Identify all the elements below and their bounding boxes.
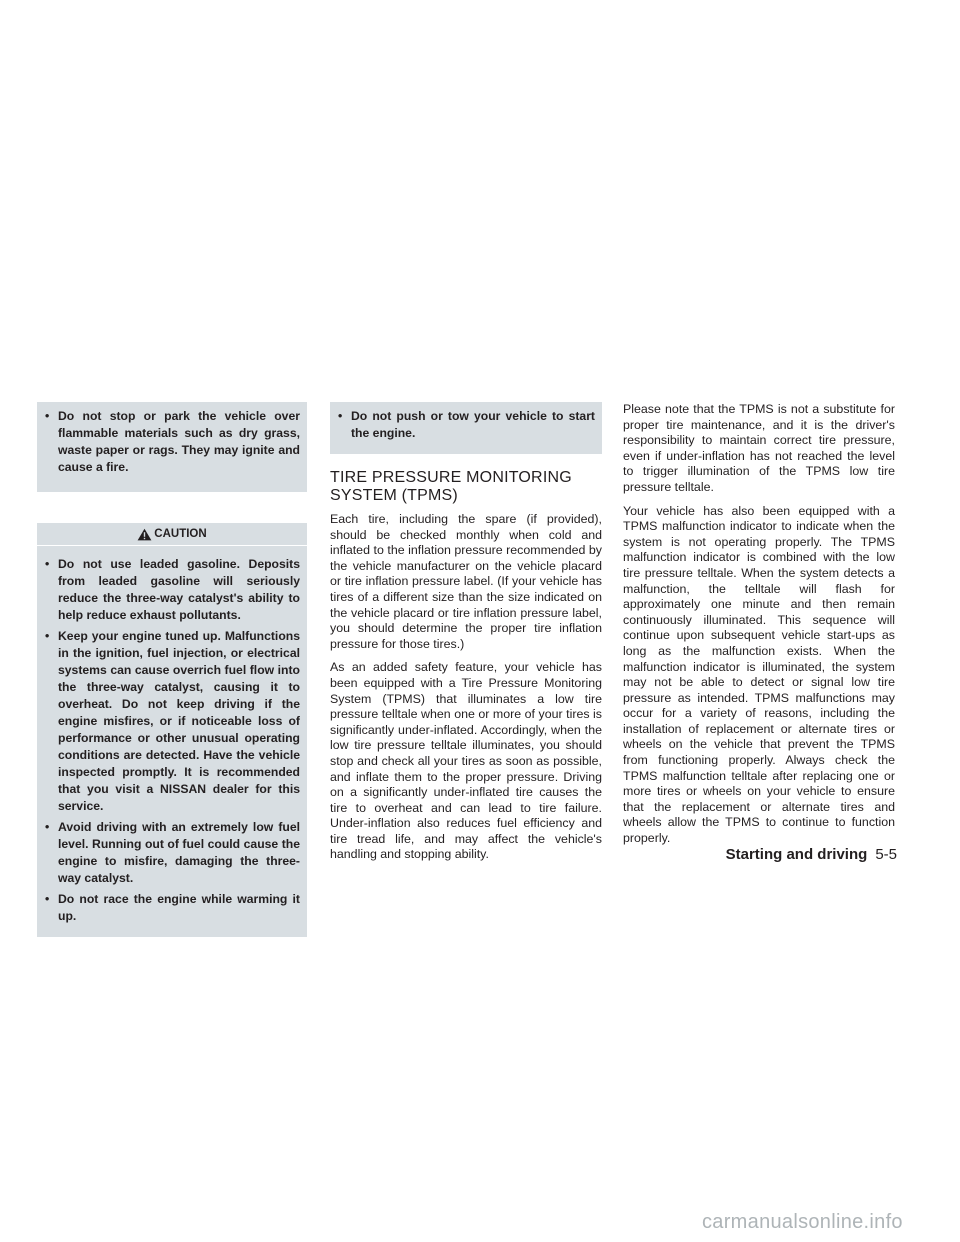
bullet: •: [45, 557, 50, 571]
paragraph: Your vehicle has also been equipped with a TPMS malfunction indicator to indicate when the system is not operating properly. The TPMS malfunction indicator is combined with the low tire pressure telltale. When the system detects a malfunction, the telltale will flash for approximately one minute and then remain continuously illuminated. This sequence will continue upon subsequent vehicle start-ups as long as the malfunction exists. When the malfunction indicator is illuminated, the system may not be able to detect or signal low tire pressure as intended. TPMS malfunctions may occur for a variety of reasons, including the installation of replacement or alternate tires or wheels on the vehicle that prevent the TPMS from functioning properly. Always check the TPMS malfunction telltale after replacing one or more tires or wheels on your vehicle to ensure that the replacement or alternate tires and wheels allow the TPMS to continue to function properly.: [623, 503, 895, 846]
page-footer: [717, 846, 897, 863]
caution-body: [37, 546, 307, 937]
bullet: •: [338, 409, 343, 423]
left-column: [37, 402, 307, 937]
caution-item: • Do not race the engine while warming it up.: [45, 892, 300, 923]
warning-list: [338, 408, 595, 442]
caution-box: [37, 523, 307, 937]
paragraph: As an added safety feature, your vehicle has been equipped with a Tire Pressure Monitoring System (TPMS) that illuminates a low tire pressure telltale when one or more of your tires is significantly under-inflated. Accordingly, when the low tire pressure telltale illuminates, you should stop and check all your tires as soon as possible, and inflate them to the proper pressure. Driving on a significantly under-inflated tire causes the tire to overheat and can lead to tire failure. Under-inflation also reduces fuel efficiency and tire tread life, and may affect the vehicle's handling and stopping ability.: [330, 660, 602, 862]
warning-item: • Do not push or tow your vehicle to start the engine.: [338, 409, 595, 440]
bullet: •: [45, 409, 50, 423]
warning-list: [45, 408, 300, 476]
caution-label: CAUTION: [154, 528, 207, 540]
caution-header: [37, 523, 307, 546]
caution-list: [45, 556, 300, 925]
right-column: [623, 402, 895, 855]
bullet: •: [45, 892, 50, 906]
caution-item: • Avoid driving with an extremely low fuel level. Running out of fuel could cause the engine to misfire, damaging the three-way catalyst.: [45, 820, 300, 885]
caution-item: • Keep your engine tuned up. Malfunctions in the ignition, fuel injection, or electrical systems can cause overrich fuel flow into the three-way catalyst, causing it to overheat. Do not keep driving if the engine misfires, or if noticeable loss of performance or other unusual operating conditions are detected. Have the vehicle inspected promptly. It is recommended that you visit a NISSAN dealer for this service.: [45, 629, 300, 813]
paragraph: Please note that the TPMS is not a substitute for proper tire maintenance, and it is the driver's responsibility to maintain correct tire pressure, even if under-inflation has not reached the level to trigger illumination of the TPMS low tire pressure telltale.: [623, 402, 895, 494]
warning-box: [37, 402, 307, 492]
paragraph: Each tire, including the spare (if provided), should be checked monthly when cold and inflated to the inflation pressure recommended by the vehicle manufacturer on the vehicle placard or tire inflation pressure label. (If your vehicle has tires of a different size than the size indicated on the vehicle placard or tire inflation pressure label, you should determine the proper tire inflation pressure for those tires.): [330, 512, 602, 651]
bullet: •: [45, 820, 50, 834]
bullet: •: [45, 629, 50, 643]
footer-section-title: Starting and driving: [725, 846, 868, 863]
watermark: carmanualsonline.info: [702, 1210, 903, 1233]
warning-box: [330, 402, 602, 454]
middle-column: [330, 402, 602, 871]
warning-item: • Do not stop or park the vehicle over flammable materials such as dry grass, waste paper or rags. They may ignite and cause a fire.: [45, 409, 300, 474]
page-number: 5-5: [875, 846, 897, 863]
warning-triangle-icon: [137, 528, 152, 541]
caution-item: • Do not use leaded gasoline. Deposits from leaded gasoline will seriously reduce the three-way catalyst's ability to help reduce exhaust pollutants.: [45, 557, 300, 622]
section-heading: TIRE PRESSURE MONITORING SYSTEM (TPMS): [330, 469, 572, 504]
